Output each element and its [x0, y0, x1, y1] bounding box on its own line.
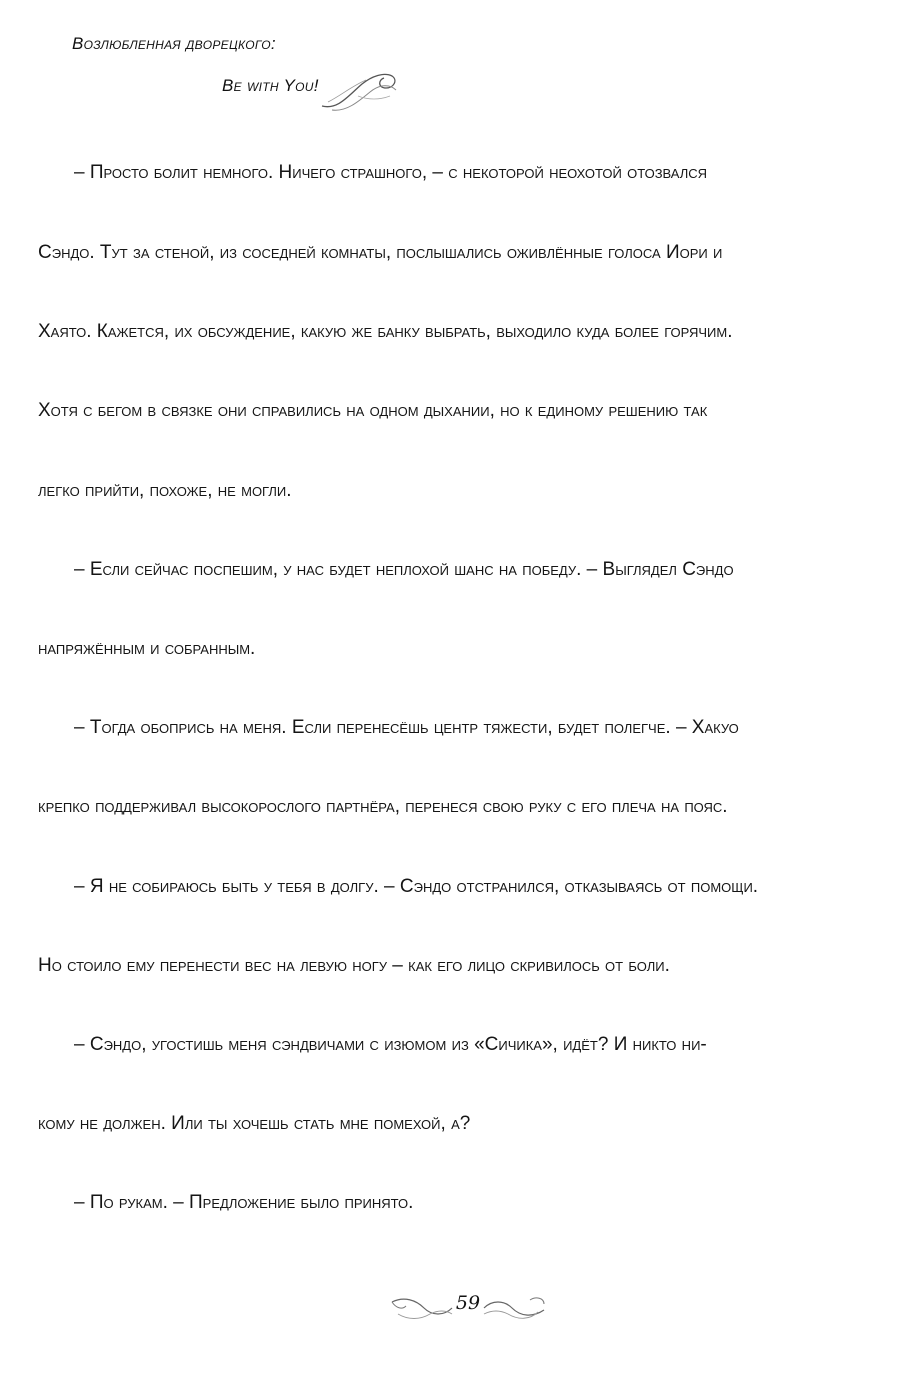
text-line: Хотя с бегом в связке они справились на одном дыхании, но к единому решению так	[38, 400, 708, 421]
text-line: – Я не собираюсь быть у тебя в долгу. – Сэндо отстранился, отказываясь от помощи.	[74, 876, 759, 897]
text-line: – Если сейчас поспешим, у нас будет неплохой шанс на победу. – Выглядел Сэндо	[74, 559, 734, 580]
header-title-line1: Возлюбленная дворецкого:	[72, 34, 276, 53]
text-line: Но стоило ему перенести вес на левую ногу – как его лицо скривилось от боли.	[38, 955, 670, 976]
text-line: – Просто болит немного. Ничего страшного, – с некоторой неохотой отозвался	[74, 162, 708, 183]
text-line: Сэндо. Тут за стеной, из соседней комнаты, послышались оживлённые голоса Иори и	[38, 242, 723, 263]
text-line: Хаято. Кажется, их обсуждение, какую же банку выбрать, выходило куда более горячим.	[38, 321, 733, 342]
page-number: 59	[455, 1292, 481, 1314]
text-line: – По рукам. – Предложение было принято.	[74, 1192, 414, 1213]
page-footer	[388, 1290, 548, 1330]
header-title-line2: Be with You!	[222, 76, 319, 95]
text-line: крепко поддерживал высокорослого партнёра, перенеся свою руку с его плеча на пояс.	[38, 796, 728, 817]
text-line: напряжённым и собранным.	[38, 638, 256, 659]
text-line: легко прийти, похоже, не могли.	[38, 480, 292, 501]
text-line: – Сэндо, угостишь меня сэндвичами с изюмом из «Сичика», идёт? И никто ни-	[74, 1034, 707, 1055]
flourish-ornament-icon	[318, 66, 402, 114]
text-line: кому не должен. Или ты хочешь стать мне помехой, а?	[38, 1113, 471, 1134]
text-line: – Тогда обопрись на меня. Если перенесёшь центр тяжести, будет полегче. – Хакуо	[74, 717, 739, 738]
